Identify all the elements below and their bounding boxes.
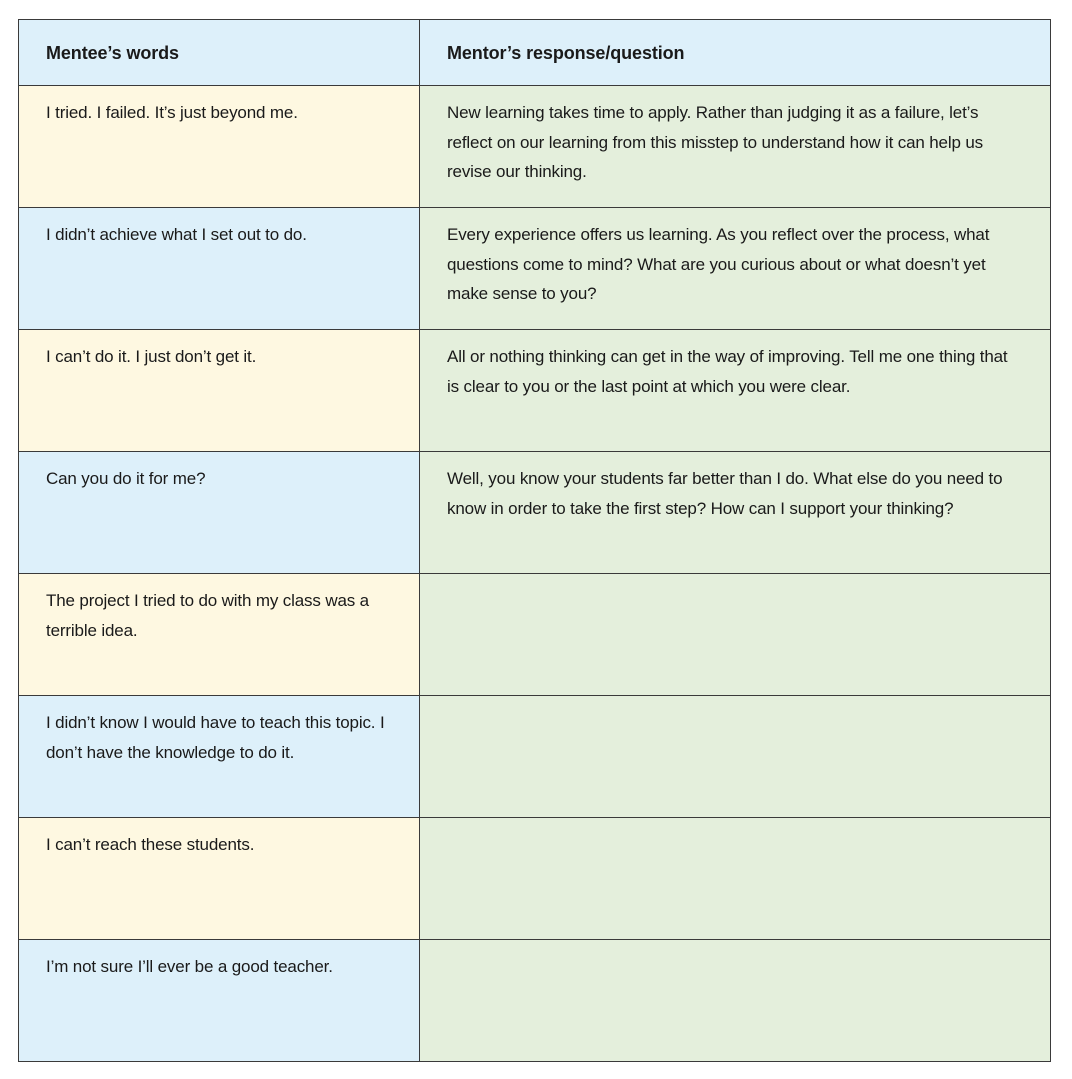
header-mentee-words: Mentee’s words <box>19 20 420 86</box>
table-row <box>19 86 1051 208</box>
table-row <box>19 208 1051 330</box>
mentor-response-cell-empty <box>420 696 1051 818</box>
mentoring-table-sheet <box>18 19 1050 1059</box>
mentor-response-cell-empty <box>420 818 1051 940</box>
table-header-row <box>19 20 1051 86</box>
mentor-response-cell: Every experience offers us learning. As you reflect over the process, what questions come to mind? What are you curious about or what doesn’t yet make sense to you? <box>420 208 1051 330</box>
mentee-words-cell: I didn’t achieve what I set out to do. <box>19 208 420 330</box>
table-row <box>19 940 1051 1062</box>
table-row <box>19 818 1051 940</box>
mentee-words-cell: I can’t do it. I just don’t get it. <box>19 330 420 452</box>
mentee-words-cell: I’m not sure I’ll ever be a good teacher. <box>19 940 420 1062</box>
table-row <box>19 330 1051 452</box>
header-mentor-response: Mentor’s response/question <box>420 20 1051 86</box>
mentor-response-cell: Well, you know your students far better than I do. What else do you need to know in order to take the first step? How can I support your thinking? <box>420 452 1051 574</box>
table-row <box>19 696 1051 818</box>
mentor-response-cell-empty <box>420 940 1051 1062</box>
table-row <box>19 574 1051 696</box>
table-row <box>19 452 1051 574</box>
mentor-response-cell: All or nothing thinking can get in the way of improving. Tell me one thing that is clear to you or the last point at which you were clear. <box>420 330 1051 452</box>
mentee-words-cell: I didn’t know I would have to teach this topic. I don’t have the knowledge to do it. <box>19 696 420 818</box>
mentee-words-cell: Can you do it for me? <box>19 452 420 574</box>
mentoring-responses-table <box>18 19 1051 1062</box>
mentee-words-cell: I can’t reach these students. <box>19 818 420 940</box>
mentee-words-cell: I tried. I failed. It’s just beyond me. <box>19 86 420 208</box>
mentee-words-cell: The project I tried to do with my class was a terrible idea. <box>19 574 420 696</box>
mentor-response-cell: New learning takes time to apply. Rather than judging it as a failure, let’s reflect on our learning from this misstep to understand how it can help us revise our thinking. <box>420 86 1051 208</box>
mentor-response-cell-empty <box>420 574 1051 696</box>
